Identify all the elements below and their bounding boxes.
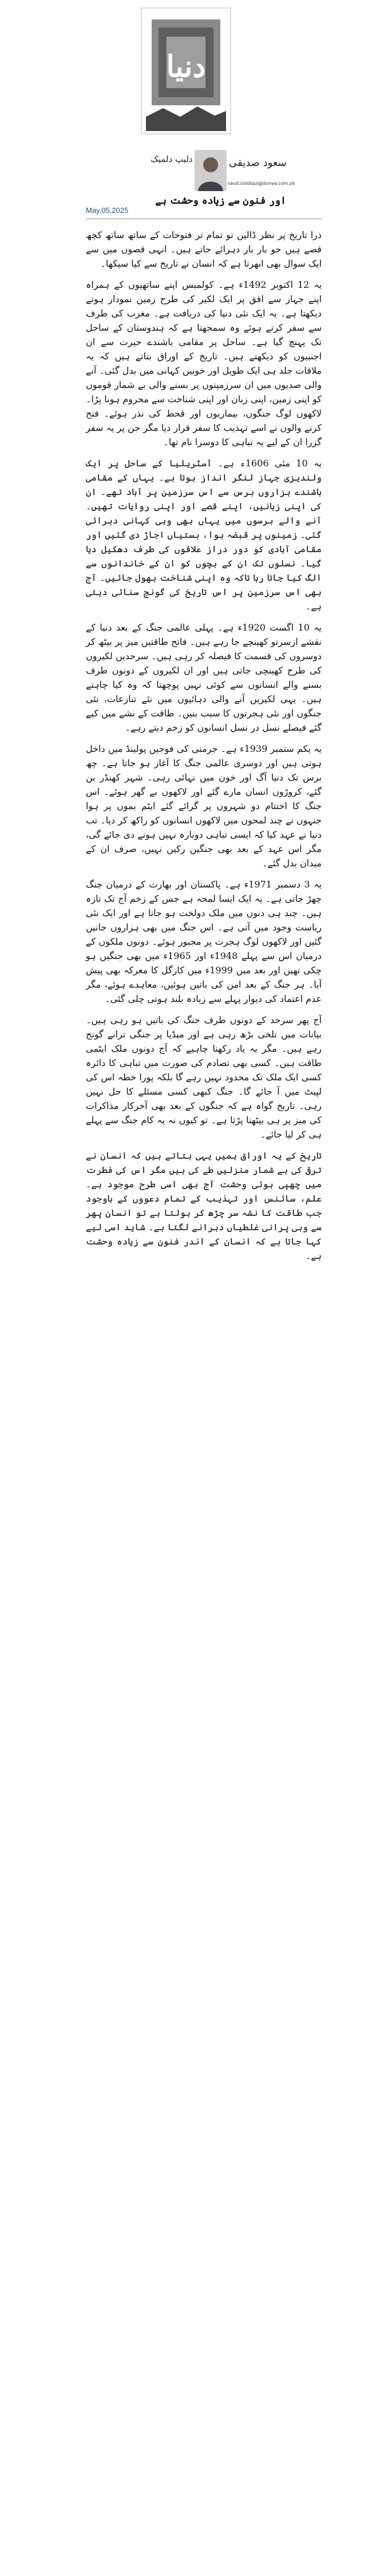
series-name: دلیپ دلمیک bbox=[151, 154, 193, 164]
article-paragraph: یہ 12 اکتوبر 1492ء ہے۔ کولمبس اپنے ساتھیوں کے ہمراہ اپنے جہاز سے افق پر ایک لکیر کی طرح زمین نمودار ہوتے دیکھتا ہے۔ یہ ایک نئی دنیا کی دریافت ہے۔ مغرب کی طرف سے سفر کرتے ہوئے وہ سمجھتا ہے کہ ہندوستان کے ساحل تک پہنچ گیا ہے۔ ساحل پر مقامی باشندے حیرت سے ان اجنبیوں کو دیکھتے ہیں۔ تاریخ کے اوراق بتاتے ہیں کہ یہ ملاقات جلد ہی ایک طویل اور خونیں کہانی میں بدل گئی۔ آنے والی صدیوں میں ان سرزمینوں پر بسنے والی بے شمار قوموں کو اپنی زمین، اپنی زبان اور اپنی شناخت سے محروم ہونا پڑا۔ لاکھوں لوگ جنگوں، بیماریوں اور قحط کی نذر ہوئے۔ فتح کرنے والوں نے اسے تہذیب کا سفر قرار دیا مگر جن پر یہ سفر گزرا ان کے لیے یہ تباہی کا دوسرا نام تھا۔ bbox=[86, 279, 322, 447]
article-paragraph: یہ یکم ستمبر 1939ء ہے۔ جرمنی کی فوجیں پولینڈ میں داخل ہوتی ہیں اور دوسری عالمی جنگ کا آغاز ہو جاتا ہے۔ چھ برس تک دنیا آگ اور خون میں نہائی رہی۔ شہر کھنڈر بن گئے، کروڑوں انسان مارے گئے اور لاکھوں بے گھر ہوئے۔ اس جنگ کا اختتام دو شہروں پر گرائے گئے ایٹم بموں پر ہوا جنہوں نے چند لمحوں میں لاکھوں انسانوں کو راکھ کر دیا۔ تب دنیا نے عہد کیا کہ ایسی تباہی دوبارہ نہیں ہونے دی جائے گی، مگر اس عہد کے بعد بھی جنگیں رکیں نہیں، صرف ان کے میدان بدل گئے۔ bbox=[86, 743, 322, 869]
dunya-logo bbox=[129, 2, 243, 145]
article-paragraph: یہ 10 اگست 1920ء ہے۔ پہلی عالمی جنگ کے بعد دنیا کے نقشے ازسرنو کھینچے جا رہے ہیں۔ فاتح طاقتیں میز پر بیٹھ کر دوسروں کی قسمت کا فیصلہ کر رہی ہیں۔ سرحدیں لکیروں کی طرح کھینچی جاتی ہیں اور ان لکیروں کے دونوں طرف بسنے والے انسانوں سے کوئی نہیں پوچھتا کہ وہ کیا چاہتے ہیں۔ یہی لکیریں آنے والی دہائیوں میں نئے تنازعات، نئی جنگوں اور نئی ہجرتوں کا سبب بنیں۔ طاقت کے نشے میں کیے گئے فیصلے نسل در نسل انسانوں کو زخم دیتے رہے۔ bbox=[86, 622, 322, 733]
columnist-photo bbox=[195, 150, 227, 191]
article-paragraph: آج پھر سرحد کے دونوں طرف جنگ کی باتیں ہو رہی ہیں۔ بیانات میں تلخی بڑھ رہی ہے اور میڈیا پر جنگی ترانے گونج رہے ہیں۔ مگر یہ یاد رکھنا چاہیے کہ آج دونوں ملک ایٹمی طاقت ہیں۔ کسی بھی تصادم کی صورت میں تباہی کا دائرہ کسی ایک ملک تک محدود نہیں رہے گا بلکہ پورا خطہ اس کی لپیٹ میں آ جائے گا۔ جنگ کبھی کسی مسئلے کا حل نہیں رہی۔ تاریخ گواہ ہے کہ جنگوں کے بعد بھی آخرکار مذاکرات کی میز پر ہی بیٹھنا پڑتا ہے۔ تو کیوں نہ یہ کام جنگ سے پہلے ہی کر لیا جائے۔ bbox=[86, 1014, 322, 1140]
columnist-email[interactable]: saud.siddiqui@dunya.com.pk bbox=[228, 181, 295, 186]
article-title: اور فنون سے زیادہ وحشت ہے bbox=[155, 195, 286, 207]
svg-text:دنیا: دنیا bbox=[166, 49, 206, 84]
columnist-avatar-icon bbox=[195, 150, 227, 191]
article-paragraph: تاریخ کے یہ اوراق ہمیں یہی بتاتے ہیں کہ انسان نے ترقی کی بے شمار منزلیں طے کی ہیں مگر اس کی فطرت میں چھپی ہوئی وحشت آج بھی اسی طرح موجود ہے۔ علم، سائنس اور تہذیب کے تمام دعووں کے باوجود جب طاقت کا نشہ سر چڑھ کر بولتا ہے تو انسان پھر سے وہی پرانی غلطیاں دہرانے لگتا ہے۔ شاید اسی لیے کہا جاتا ہے کہ انسان کے اندر فنون سے زیادہ وحشت ہے۔ bbox=[86, 1150, 322, 1261]
publish-date: May,05,2025 bbox=[86, 206, 129, 215]
masthead bbox=[0, 0, 372, 149]
article-paragraph: یہ 3 دسمبر 1971ء ہے۔ پاکستان اور بھارت کے درمیان جنگ چھڑ جاتی ہے۔ یہ ایک ایسا لمحہ ہے جس کے زخم آج تک تازہ ہیں۔ چند ہی دنوں میں ملک دولخت ہو جاتا ہے اور ایک نئی ریاست وجود میں آتی ہے۔ اس جنگ میں بھی ہزاروں جانیں گئیں اور لاکھوں لوگ ہجرت پر مجبور ہوئے۔ دونوں ملکوں کے درمیان اس سے پہلے 1948ء اور 1965ء میں بھی جنگیں ہو چکی تھیں اور بعد میں 1999ء میں کارگل کا معرکہ بھی پیش آیا۔ ہر جنگ کے بعد امن کی باتیں ہوئیں، معاہدے ہوئے، مگر عدم اعتماد کی دیوار پہلے سے زیادہ بلند ہوتی چلی گئی۔ bbox=[86, 879, 322, 1004]
article-body bbox=[86, 228, 322, 1270]
columnist-name: سعود صدیقی bbox=[229, 157, 287, 169]
article-paragraph: ذرا تاریخ پر نظر ڈالیں تو تمام تر فتوحات کے ساتھ ساتھ کچھ قصے ہیں جو بار بار دہرائے جاتے ہیں۔ انہی قصوں میں سے ایک سوال بھی ابھرتا ہے کہ انسان نے تاریخ سے کیا سیکھا۔ bbox=[86, 229, 322, 269]
article-paragraph: یہ 10 مئی 1606ء ہے۔ آسٹریلیا کے ساحل پر ایک ولندیزی جہاز لنگر انداز ہوتا ہے۔ یہاں کے مقامی باشندے ہزاروں برس سے اس سرزمین پر آباد تھے۔ ان کی اپنی زبانیں، اپنے قصے اور اپنی روایات تھیں۔ آنے والے برسوں میں یہاں بھی وہی کہانی دہرائی گئی۔ زمینوں پر قبضہ ہوا، بستیاں اجاڑ دی گئیں اور مقامی آبادی کو دور دراز علاقوں کی طرف دھکیل دیا گیا۔ نسلوں تک ان کے بچوں کو ان کے خاندانوں سے الگ کیا جاتا رہا تاکہ وہ اپنی شناخت بھول جائیں۔ آج بھی اس سرزمین پر اس تاریخ کی گونج سنائی دیتی ہے۔ bbox=[86, 458, 322, 612]
